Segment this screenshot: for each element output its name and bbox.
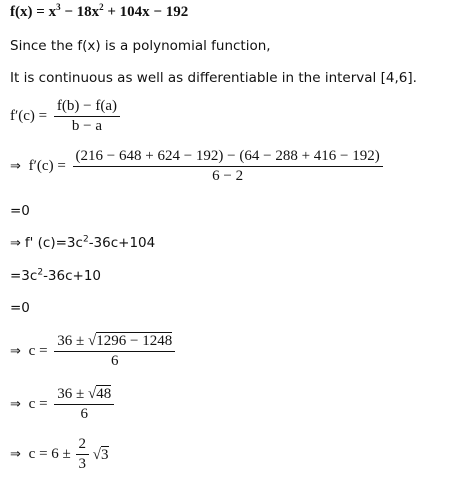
solution-lhs: c = 6 ± [28,446,71,462]
mvt-denominator: b − a [71,118,102,134]
mvt-lhs: f′(c) = [10,108,48,124]
substitution-numerator: (216 − 648 + 624 − 192) − (64 − 288 + 416 − 192) [73,148,383,167]
result-zero-1: =0 [10,203,30,219]
result-zero-2: =0 [10,300,30,316]
radicand: 3 [101,446,109,463]
implies-arrow: ⇒ [10,159,21,174]
cubic-term: x [48,4,57,20]
fraction-denominator: 3 [78,456,87,472]
mvt-numerator: f(b) − f(a) [54,98,120,117]
simplified-rest: -36c+10 [43,268,102,284]
radicand: 1296 − 1248 [96,333,173,349]
substitution-lhs: f′(c) = [28,158,66,174]
continuity-statement: It is continuous as well as differentiable in the interval [4,6]. [10,70,417,86]
mvt-formula [10,98,120,135]
quadratic-exponent: 2 [99,2,104,12]
substitution-step [10,148,383,185]
solution-step-1 [10,332,175,370]
derivative-line [10,235,155,251]
implies-arrow: ⇒ [10,396,21,412]
solution-fraction-1 [54,332,175,370]
substitution-denominator: 6 − 2 [212,168,244,184]
solution-lhs: c = [28,342,48,359]
implies-arrow: ⇒ [10,447,21,462]
linear-constant-terms: + 104x − 192 [107,4,189,20]
solution-denominator-2: 6 [80,406,89,422]
square-root: √1296 − 1248 [88,333,173,349]
coefficient-fraction [76,436,90,473]
solution-numerator-1 [54,332,175,352]
cubic-exponent: 3 [56,2,61,12]
simplified-exponent: 2 [37,267,44,278]
quadratic-term: − 18x [64,4,100,20]
numerator-constant: 36 ± [57,386,85,402]
derivative-exponent: 2 [82,234,89,245]
square-root: √3 [92,446,109,463]
solution-step-2 [10,385,114,423]
equals-sign: = [36,4,45,20]
derivative-rest: -36c+104 [88,235,156,251]
substitution-fraction [73,148,383,185]
solution-lhs: c = [28,395,48,412]
polynomial-statement: Since the f(x) is a polynomial function, [10,38,271,54]
mvt-fraction [54,98,120,135]
simplified-lead: =3c [10,268,38,284]
derivative-lead: f' (c)=3c [24,235,83,251]
numerator-constant: 36 ± [57,333,85,349]
square-root: √48 [88,386,112,402]
solution-fraction-2 [54,385,114,423]
implies-arrow: ⇒ [10,236,21,251]
function-definition [10,4,188,21]
simplified-line [10,268,101,284]
radicand: 48 [96,386,112,402]
solution-denominator-1: 6 [111,353,119,369]
function-name: f(x) [10,4,33,20]
solution-numerator-2 [54,385,114,405]
fraction-numerator: 2 [76,436,90,455]
solution-step-3 [10,436,109,473]
implies-arrow: ⇒ [10,343,21,359]
